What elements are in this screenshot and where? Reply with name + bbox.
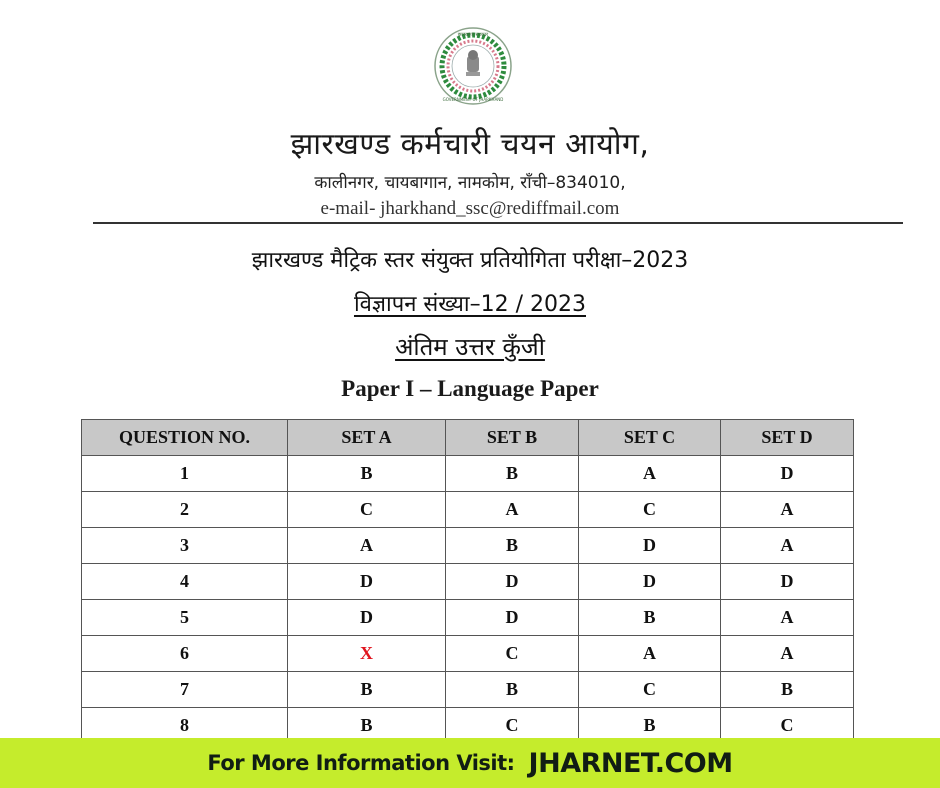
answer-set-b: C [446, 636, 579, 672]
footer-site-link[interactable]: JHARNET.COM [528, 747, 733, 779]
answer-set-b: D [446, 564, 579, 600]
footer-banner [0, 738, 940, 788]
footer-label: For More Information Visit: [207, 751, 515, 775]
answer-set-c: C [579, 672, 721, 708]
answer-set-a: B [288, 672, 446, 708]
answer-set-b: B [446, 672, 579, 708]
answer-set-b: D [446, 600, 579, 636]
question-number: 4 [82, 564, 288, 600]
exam-title: झारखण्ड मैट्रिक स्तर संयुक्त प्रतियोगिता परीक्षा–2023 [251, 248, 689, 273]
answer-set-b: A [446, 492, 579, 528]
question-number: 1 [82, 456, 288, 492]
table-header-row [82, 420, 854, 456]
question-number: 2 [82, 492, 288, 528]
answer-set-c: D [579, 564, 721, 600]
header-set-a: SET A [288, 420, 446, 456]
answer-set-d: A [721, 636, 854, 672]
answer-set-a-dropped-flag: X [288, 636, 446, 672]
advertisement-number-text: विज्ञापन संख्या–12 / 2023 [353, 292, 586, 317]
header-set-b: SET B [446, 420, 579, 456]
answer-set-b: C [446, 708, 579, 744]
jharkhand-government-seal-icon [433, 22, 513, 110]
answer-set-d: A [721, 600, 854, 636]
answer-set-a: D [288, 600, 446, 636]
answer-key-table [81, 419, 854, 744]
answer-set-c: B [579, 708, 721, 744]
header-divider [93, 222, 903, 224]
answer-set-c: B [579, 600, 721, 636]
organization-title: झारखण्ड कर्मचारी चयन आयोग, [290, 127, 650, 162]
header-set-c: SET C [579, 420, 721, 456]
answer-set-d: A [721, 492, 854, 528]
svg-text:GOVERNMENT OF JHARKHAND: GOVERNMENT OF JHARKHAND [442, 97, 504, 102]
question-number: 7 [82, 672, 288, 708]
answer-set-a: B [288, 708, 446, 744]
answer-set-a: D [288, 564, 446, 600]
answer-set-a: C [288, 492, 446, 528]
answer-set-d: D [721, 456, 854, 492]
answer-set-a: B [288, 456, 446, 492]
answer-set-a: A [288, 528, 446, 564]
question-number: 8 [82, 708, 288, 744]
table-row [82, 456, 854, 492]
table-row [82, 564, 854, 600]
advertisement-number [0, 288, 940, 318]
answer-set-d: C [721, 708, 854, 744]
final-answer-key-heading [0, 330, 940, 363]
header-set-d: SET D [721, 420, 854, 456]
table-row [82, 636, 854, 672]
table-row [82, 600, 854, 636]
answer-set-b: B [446, 456, 579, 492]
answer-set-b: B [446, 528, 579, 564]
answer-set-c: D [579, 528, 721, 564]
final-answer-key-text: अंतिम उत्तर कुँजी [395, 333, 545, 361]
question-number: 3 [82, 528, 288, 564]
answer-set-c: C [579, 492, 721, 528]
answer-set-d: D [721, 564, 854, 600]
organization-email: e-mail- jharkhand_ssc@rediffmail.com [320, 198, 620, 219]
table-row [82, 528, 854, 564]
paper-title: Paper I – Language Paper [341, 376, 599, 401]
svg-text:झारखण्ड सरकार: झारखण्ड सरकार [457, 32, 489, 38]
question-number: 5 [82, 600, 288, 636]
question-number: 6 [82, 636, 288, 672]
table-row [82, 672, 854, 708]
header-question-no: QUESTION NO. [82, 420, 288, 456]
government-emblem [433, 22, 513, 110]
answer-set-c: A [579, 456, 721, 492]
table-row [82, 492, 854, 528]
answer-set-d: A [721, 528, 854, 564]
answer-set-d: B [721, 672, 854, 708]
organization-address: कालीनगर, चायबागान, नामकोम, राँची–834010, [314, 173, 626, 193]
answer-set-c: A [579, 636, 721, 672]
